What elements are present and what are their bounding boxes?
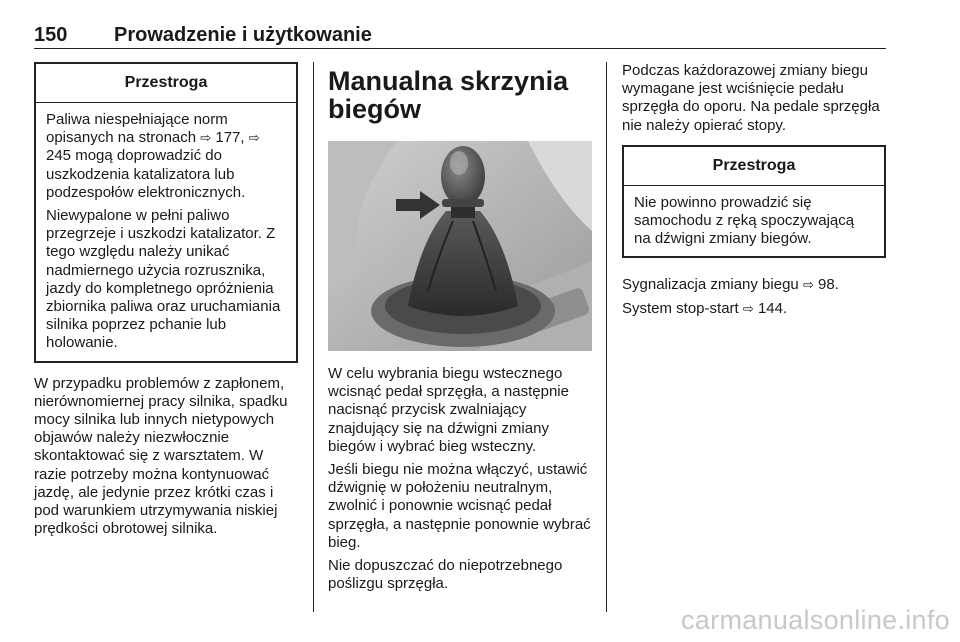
caution-body: [624, 186, 884, 257]
caution-paragraph-2: Niewypalone w pełni paliwo przegrzeje i uszkodzi katalizator. Z tego względu należy unikać nadmiernego użycia rozrusznika, jazdy do kompletnego opróżnienia zbiornika paliwa oraz uruchamiania silnika poprzez pchanie lub holowanie.: [46, 207, 281, 352]
caution-box: [622, 145, 886, 259]
page-ref-icon: ⇨: [248, 130, 260, 146]
page-ref-link[interactable]: 245: [46, 147, 72, 165]
section-heading: Manualna skrzynia biegów: [328, 66, 569, 124]
caution-body: [36, 103, 296, 361]
watermark: carmanualsonline.info: [681, 605, 950, 635]
page-ref-link[interactable]: 177: [215, 129, 241, 147]
page-header: [34, 2, 886, 50]
shift-indicator-ref: Sygnalizacja zmiany biegu ⇨ 98.: [622, 276, 839, 294]
caution-paragraph: Nie powinno prowadzić się samochodu z ręką spoczywającą na dźwigni zmiany biegów.: [634, 193, 855, 248]
neutral-paragraph: Jeśli biegu nie można włączyć, ustawić dźwignię w położeniu neutralnym, zwolnić i ponownie wcisnąć pedał sprzęgła, a następnie ponownie wybrać bieg.: [328, 461, 591, 551]
page-number: 150: [34, 24, 68, 46]
caution-heading: Przestroga: [36, 64, 296, 103]
page-ref-icon: ⇨: [200, 130, 212, 146]
page-ref-icon: ⇨: [802, 277, 814, 293]
ignition-paragraph: W przypadku problemów z zapłonem, nierównomiernej pracy silnika, spadku mocy silnika lub innych nietypowych objawów należy niezwłocznie skontaktować się z warsztatem. W razie potrzeby można kontynuować jazdę, ale jedynie przez krótki czas i pod warunkiem utrzymywania niskiej prędkości obrotowej silnika.: [34, 374, 288, 538]
header-rule: [34, 48, 886, 49]
gear-shift-photo: [328, 141, 592, 351]
column-3: [622, 62, 886, 323]
page-title: Prowadzenie i użytkowanie: [114, 24, 372, 46]
clutch-slip-paragraph: Nie dopuszczać do niepotrzebnego poślizgu sprzęgła.: [328, 557, 563, 593]
column-divider: [606, 62, 607, 612]
clutch-paragraph: Podczas każdorazowej zmiany biegu wymagane jest wciśnięcie pedału sprzęgła do oporu. Na pedale sprzęgła nie należy opierać stopy.: [622, 62, 880, 134]
column-2: [328, 62, 592, 598]
reverse-gear-paragraph: W celu wybrania biegu wstecznego wcisnąć pedał sprzęgła, a następnie nacisnąć przycisk zwalniający znajdujący się na dźwigni zmiany biegów i wybrać bieg wsteczny.: [328, 365, 569, 455]
page-ref-link[interactable]: 98.: [818, 276, 839, 294]
column-1: [34, 62, 298, 543]
column-divider: [313, 62, 314, 612]
caution-heading: Przestroga: [624, 147, 884, 186]
caution-paragraph-1: Paliwa niespełniające norm opisanych na stronach ⇨ 177, ⇨ 245 mogą doprowadzić do uszkodzenia katalizatora lub podzespołów elektronicznych.: [46, 111, 260, 201]
page-ref-link[interactable]: 144.: [757, 299, 788, 317]
caution-box: [34, 62, 298, 363]
stop-start-ref: System stop-start ⇨ 144.: [622, 299, 788, 317]
page-ref-icon: ⇨: [742, 300, 754, 316]
